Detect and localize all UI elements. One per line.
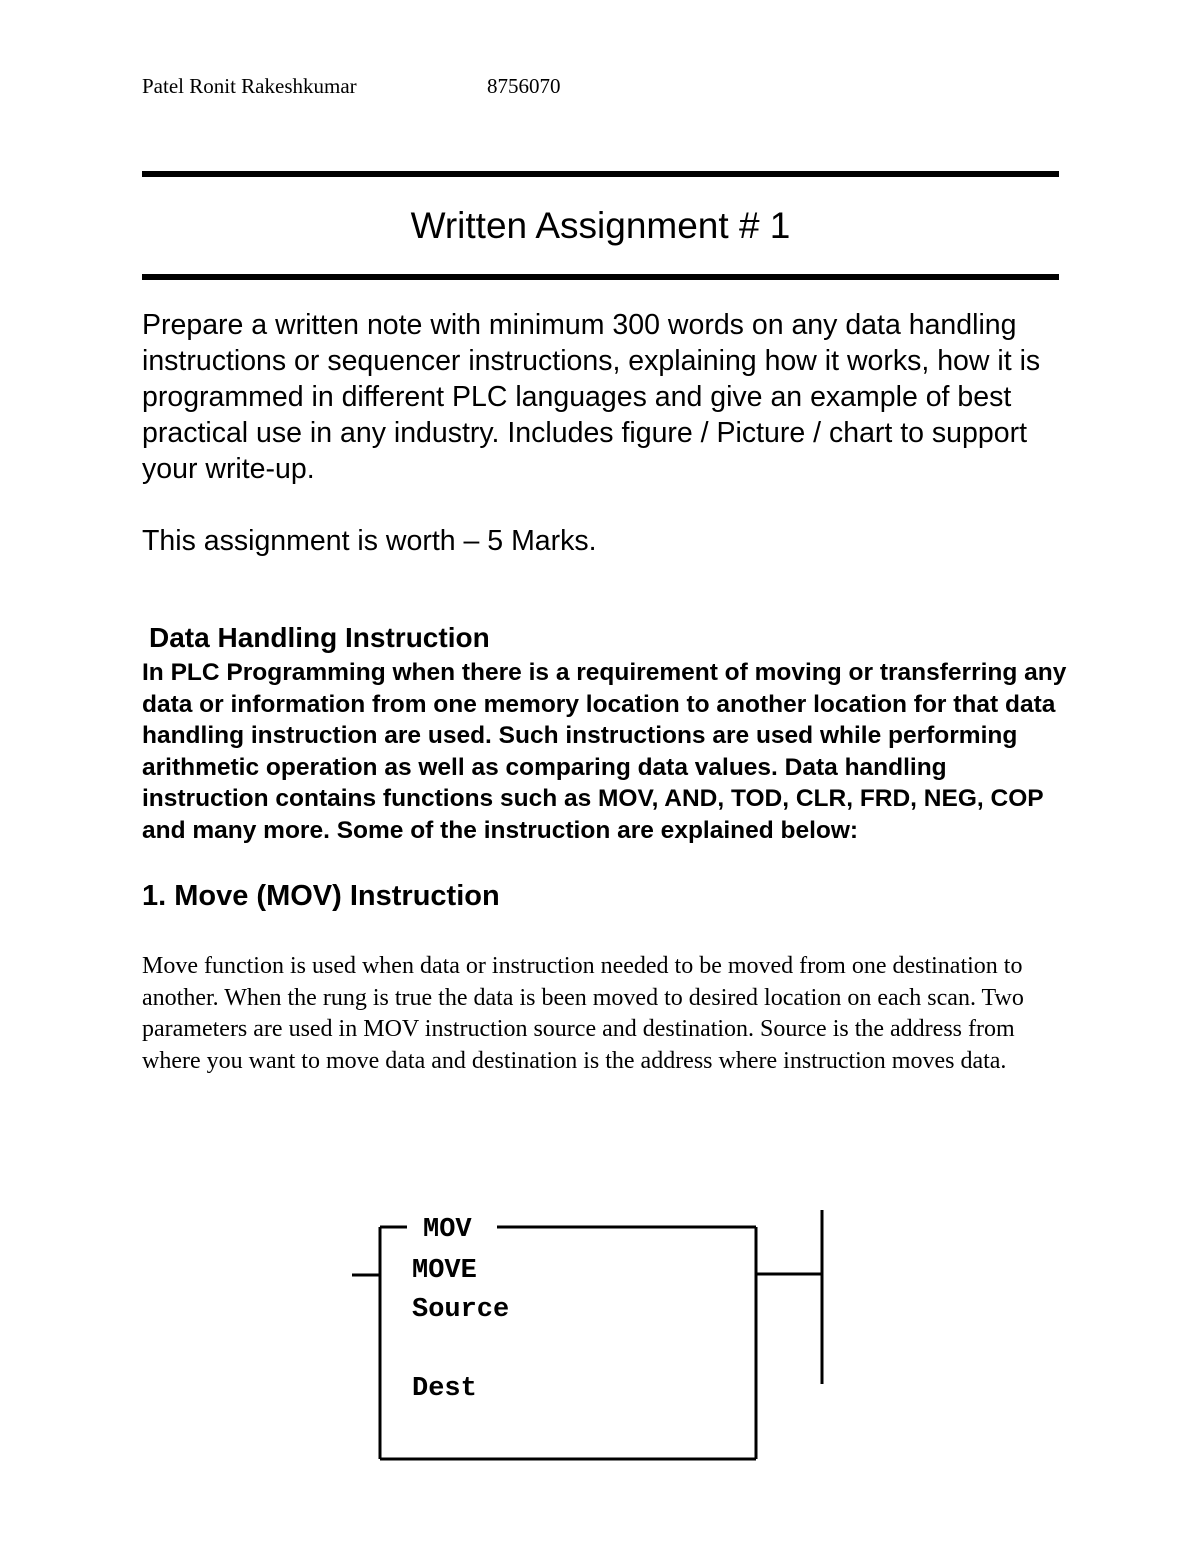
mov-ladder-svg xyxy=(340,1200,840,1480)
mov-description: Move function is used when data or instruction needed to be moved from one destination to another. When the rung is true the data is been moved to desired location on each scan. Two parameters are used in MOV instruction source and destination. Source is the address from where you want to move data and destination is the address where instruction moves data. xyxy=(142,953,1024,1074)
assignment-worth: This assignment is worth – 5 Marks. xyxy=(142,525,597,557)
section-heading: Data Handling Instruction xyxy=(149,622,490,653)
function-name: MOVE xyxy=(412,1256,477,1286)
mov-heading: 1. Move (MOV) Instruction xyxy=(142,880,500,912)
dest-label: Dest xyxy=(412,1374,477,1404)
assignment-prompt: Prepare a written note with minimum 300 words on any data handling instructions or sequencer instructions, explaining how it works, how it is programmed in different PLC languages and give an example of best practical use in any industry. Includes figure / Picture / chart to support your write-up. xyxy=(142,309,1041,485)
student-name: Patel Ronit Rakeshkumar xyxy=(142,74,357,98)
title-rule-bottom xyxy=(142,274,1059,280)
source-label: Source xyxy=(412,1295,510,1325)
mov-ladder-diagram xyxy=(340,1200,840,1480)
title-rule-top xyxy=(142,171,1059,177)
page-title: Written Assignment # 1 xyxy=(410,205,791,246)
student-id: 8756070 xyxy=(487,74,561,98)
block-label: MOV xyxy=(423,1215,472,1245)
section-body: In PLC Programming when there is a requirement of moving or transferring any data or information from one memory location to another location for that data handling instruction are used. Such instructions are used while performing arithmetic operation as well as comparing data values. Data handling instruction contains functions such as MOV, AND, TOD, CLR, FRD, NEG, COP and many more. Some of the instruction are explained below: xyxy=(142,659,1067,844)
